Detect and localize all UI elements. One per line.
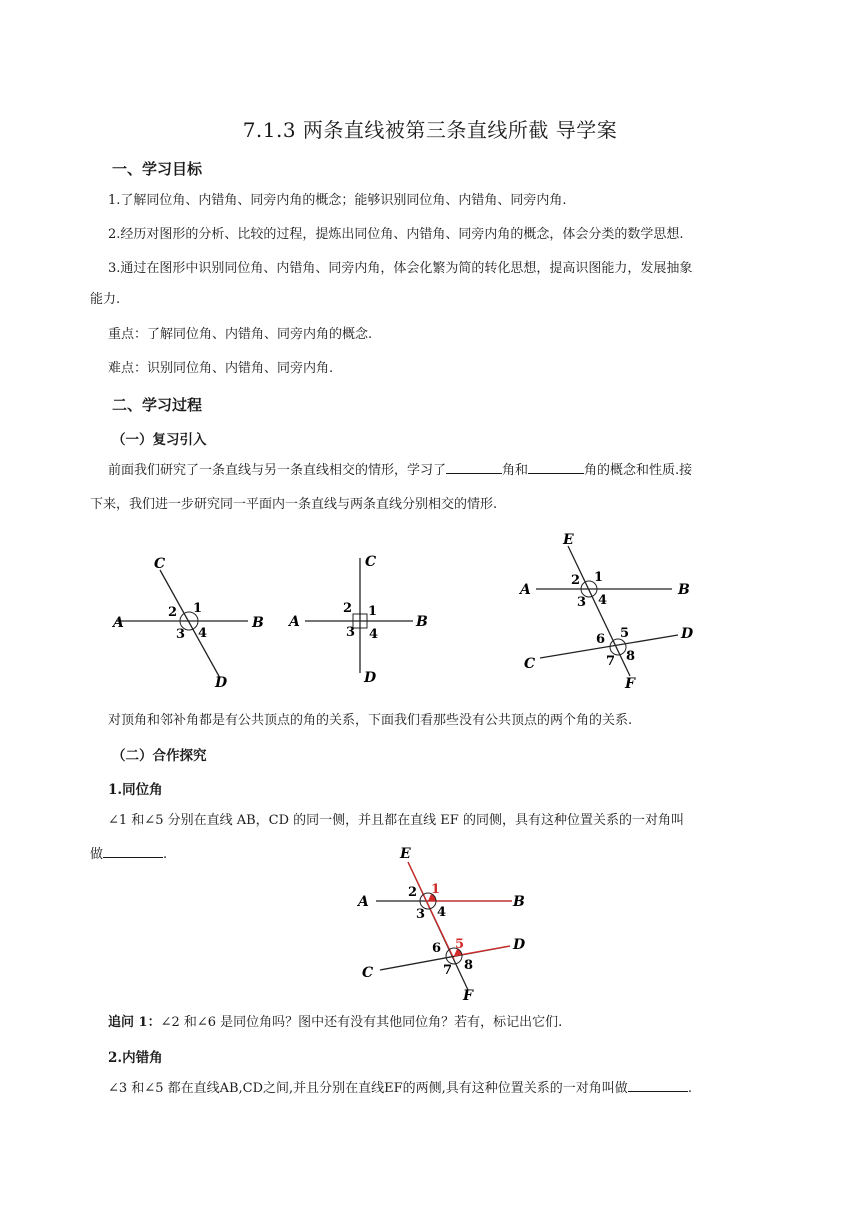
- angle-1: 1: [368, 604, 378, 619]
- angle-6: 6: [596, 632, 606, 647]
- label-b: B: [513, 894, 525, 910]
- subheading-alternate-angles: 2.内错角: [108, 1050, 163, 1066]
- angle-3: 3: [416, 907, 426, 922]
- section-heading-goals: 一、学习目标: [112, 160, 203, 178]
- label-d: D: [681, 626, 694, 642]
- key-point: 重点：了解同位角、内错角、同旁内角的概念.: [108, 327, 373, 342]
- subheading-corresponding-angles: 1.同位角: [108, 782, 163, 798]
- angle-3: 3: [346, 625, 356, 640]
- corresponding-text: 做: [90, 847, 104, 862]
- angle-8: 8: [464, 958, 474, 973]
- page-title: 7.1.3 两条直线被第三条直线所截 导学案: [242, 118, 618, 142]
- angle-1: 1: [193, 601, 203, 616]
- goal-item-3: 3.通过在图形中识别同位角、内错角、同旁内角，体会化繁为简的转化思想，提高识图能力，发展抽象: [108, 261, 693, 276]
- goal-item-2: 2.经历对图形的分析、比较的过程，提炼出同位角、内错角、同旁内角的概念，体会分类的数学思想.: [108, 227, 684, 242]
- answer-blank-1[interactable]: [446, 459, 502, 474]
- difficulty: 难点：识别同位角、内错角、同旁内角.: [108, 361, 334, 376]
- section-heading-process: 二、学习过程: [112, 396, 203, 414]
- period: .: [687, 1081, 692, 1096]
- answer-blank-4[interactable]: [628, 1077, 688, 1092]
- figure-intersecting-lines: [100, 548, 280, 698]
- label-d: D: [513, 937, 526, 953]
- goal-item-3-cont: 能力.: [90, 292, 121, 307]
- review-paragraph-line2: 下来，我们进一步研究同一平面内一条直线与两条直线分别相交的情形.: [90, 497, 498, 512]
- label-e: E: [400, 846, 411, 862]
- followup-label: 追问 1：: [108, 1015, 161, 1030]
- label-f: F: [463, 988, 473, 1004]
- review-text-a: 前面我们研究了一条直线与另一条直线相交的情形，学习了: [108, 463, 447, 478]
- angle-6: 6: [432, 941, 442, 956]
- followup-question-1: [108, 1008, 788, 1037]
- answer-blank-2[interactable]: [528, 459, 584, 474]
- alternate-text: ∠3 和∠5 都在直线AB,CD之间,并且分别在直线EF的两侧,具有这种位置关系的一对角叫做: [108, 1081, 628, 1096]
- figure-transversal: [510, 528, 710, 696]
- label-d: D: [215, 675, 228, 691]
- review-paragraph-line1: [108, 456, 788, 485]
- period: .: [163, 847, 168, 862]
- angle-1-highlighted: 1: [431, 882, 441, 897]
- label-e: E: [563, 532, 574, 548]
- angle-2: 2: [571, 573, 581, 588]
- angle-5: 5: [620, 626, 630, 641]
- angle-2: 2: [408, 885, 418, 900]
- review-text-c: 角的概念和性质.接: [584, 463, 693, 478]
- figure-corresponding-highlight: [350, 842, 550, 1007]
- vertical-angles-note: 对顶角和邻补角都是有公共顶点的角的关系，下面我们看那些没有公共顶点的两个角的关系.: [108, 713, 633, 728]
- angle-7: 7: [606, 654, 616, 669]
- corresponding-definition-line1: ∠1 和∠5 分别在直线 AB，CD 的同一侧，并且都在直线 EF 的同侧，具有这种位置关系的一对角叫: [108, 813, 684, 828]
- figure-perpendicular-lines: [283, 548, 443, 698]
- label-b: B: [416, 614, 428, 630]
- alternate-definition-line1: [108, 1074, 808, 1103]
- angle-1: 1: [594, 570, 604, 585]
- label-c: C: [154, 556, 166, 572]
- label-a: A: [289, 614, 300, 630]
- label-a: A: [520, 582, 531, 598]
- angle-5-highlighted: 5: [455, 937, 465, 952]
- angle-4: 4: [437, 905, 447, 920]
- angle-4: 4: [198, 626, 208, 641]
- label-b: B: [252, 615, 264, 631]
- angle-4: 4: [369, 627, 379, 642]
- angle-4: 4: [598, 593, 608, 608]
- answer-blank-3[interactable]: [103, 843, 163, 858]
- goal-item-1: 1.了解同位角、内错角、同旁内角的概念；能够识别同位角、内错角、同旁内角.: [108, 193, 567, 208]
- review-text-b: 角和: [502, 463, 529, 478]
- angle-8: 8: [626, 649, 636, 664]
- label-c: C: [524, 656, 536, 672]
- angle-2: 2: [343, 601, 353, 616]
- label-c: C: [362, 965, 374, 981]
- part-heading-explore: （二）合作探究: [112, 748, 207, 764]
- angle-3: 3: [577, 595, 587, 610]
- angle-3: 3: [176, 627, 186, 642]
- label-d: D: [364, 670, 377, 686]
- label-c: C: [365, 554, 377, 570]
- label-a: A: [113, 615, 124, 631]
- label-f: F: [625, 676, 635, 692]
- angle-2: 2: [168, 605, 178, 620]
- part-heading-review: （一）复习引入: [112, 432, 207, 448]
- label-b: B: [678, 582, 690, 598]
- angle-7: 7: [443, 963, 453, 978]
- followup-text: ∠2 和∠6 是同位角吗？图中还有没有其他同位角？若有，标记出它们.: [160, 1015, 563, 1030]
- label-a: A: [358, 894, 369, 910]
